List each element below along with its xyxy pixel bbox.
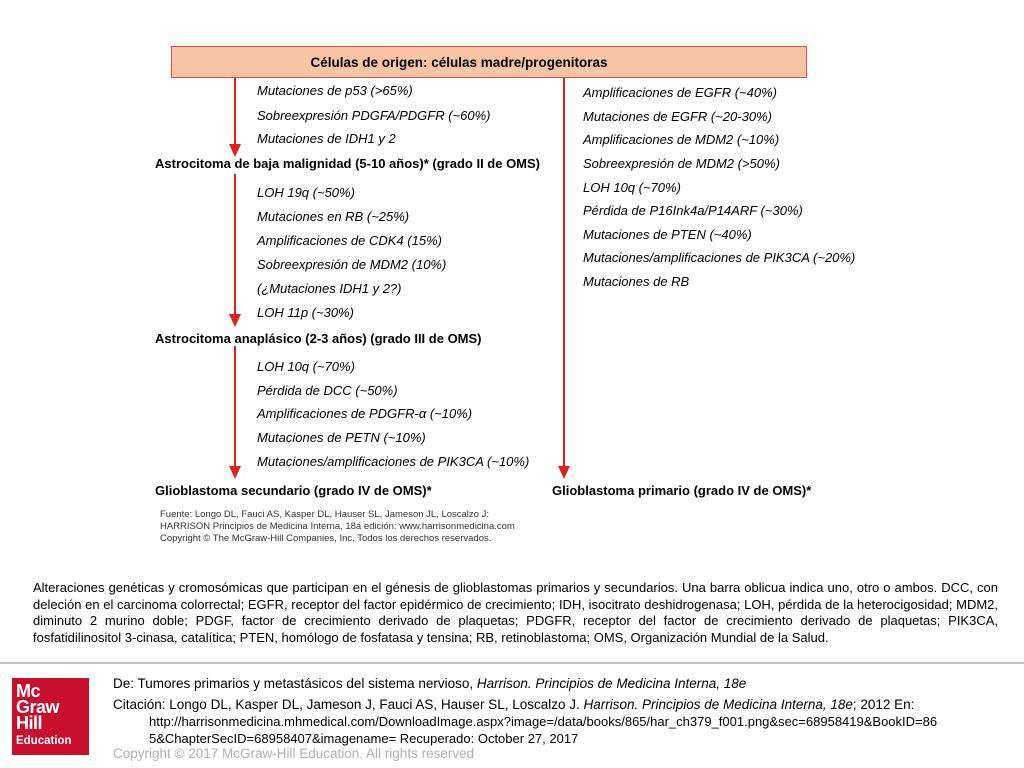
left-alteration: Sobreexpresión PDGFA/PDGFR (~60%) [257, 108, 491, 123]
right-alteration: Mutaciones de RB [583, 274, 690, 289]
citation-suffix: ; 2012 En: [852, 697, 915, 712]
from-prefix: De: Tumores primarios y metastásicos del sistema nervioso, [113, 676, 477, 691]
stage-primary-glioblastoma: Glioblastoma primario (grado IV de OMS)* [552, 483, 812, 498]
stage-secondary-glioblastoma: Glioblastoma secundario (grado IV de OMS)* [155, 483, 432, 498]
figure-source-line: Fuente: Longo DL, Fauci AS, Kasper DL, Hauser SL, Jameson JL, Loscalzo J: [160, 509, 489, 520]
right-alteration: LOH 10q (~70%) [583, 180, 681, 195]
footer-divider [0, 662, 1024, 664]
left-alteration: (¿Mutaciones IDH1 y 2?) [257, 281, 402, 296]
left-alteration: Mutaciones de IDH1 y 2 [257, 131, 396, 146]
left-arrow-3-head [229, 466, 241, 479]
left-alteration: Amplificaciones de CDK4 (15%) [257, 233, 442, 248]
origin-cells-header-text: Células de origen: células madre/progenitoras [310, 54, 608, 70]
citation-url-line-1[interactable]: http://harrisonmedicina.mhmedical.com/DownloadImage.aspx?image=/data/books/865/har_ch379_f001.png&sec=68958419&BookID=86 [149, 714, 938, 729]
left-arrow-1-line [234, 78, 236, 146]
logo-line: Mc [16, 681, 41, 701]
mcgraw-hill-logo [12, 678, 89, 755]
stage-low-grade-astrocytoma: Astrocitoma de baja malignidad (5-10 años)* (grado II de OMS) [155, 156, 541, 171]
left-alteration: LOH 19q (~50%) [257, 185, 355, 200]
copyright-notice: Copyright © 2017 McGraw-Hill Education. All rights reserved [113, 746, 475, 761]
origin-cells-header [171, 46, 807, 78]
citation-line [113, 697, 914, 712]
logo-line: Hill [16, 713, 43, 733]
citation-url-line-2[interactable]: 5&ChapterSecID=68958407&imagename= Recuperado: October 27, 2017 [149, 731, 579, 746]
left-arrow-2-head [229, 314, 241, 327]
left-alteration: Amplificaciones de PDGFR-α (~10%) [257, 406, 473, 421]
figure-source-line: HARRISON Principios de Medicina Interna, 18a edición: www.harrisonmedicina.com [160, 521, 515, 532]
left-alteration: LOH 10q (~70%) [257, 359, 355, 374]
stage-anaplastic-astrocytoma: Astrocitoma anaplásico (2-3 años) (grado III de OMS) [155, 331, 482, 346]
from-line [113, 676, 746, 691]
right-alteration: Sobreexpresión de MDM2 (>50%) [583, 156, 780, 171]
right-arrow-head [558, 466, 570, 479]
left-alteration: Mutaciones en RB (~25%) [257, 209, 410, 224]
left-arrow-2-line [234, 174, 236, 316]
citation-book: Harrison. Principios de Medicina Interna, 18e [583, 697, 853, 712]
left-alteration: Mutaciones de p53 (>65%) [257, 83, 413, 98]
left-alteration: Mutaciones de PETN (~10%) [257, 430, 426, 445]
right-alteration: Pérdida de P16Ink4a/P14ARF (~30%) [583, 203, 803, 218]
left-arrow-3-line [234, 346, 236, 468]
left-alteration: Pérdida de DCC (~50%) [257, 383, 398, 398]
figure-source-line: Copyright © The McGraw-Hill Companies, Inc. Todos los derechos reservados. [160, 533, 492, 544]
right-alteration: Mutaciones de EGFR (~20-30%) [583, 109, 772, 124]
logo-line: Graw [16, 697, 60, 717]
right-alteration: Amplificaciones de EGFR (~40%) [583, 85, 777, 100]
right-alteration: Mutaciones de PTEN (~40%) [583, 227, 752, 242]
left-alteration: LOH 11p (~30%) [257, 305, 354, 320]
right-alteration: Mutaciones/amplificaciones de PIK3CA (~20%) [583, 250, 856, 265]
figure-caption: Alteraciones genéticas y cromosómicas que participan en el génesis de glioblastomas primarios y secundarios. Una barra oblicua indica uno, otro o ambos. DCC, con deleción en el carcinoma colorrectal; EGFR, receptor del factor epidérmico de crecimiento; IDH, isocitrato deshidrogenasa; LOH, pérdida de la heterocigosidad; MDM2, diminuto 2 murino doble; PDGF, factor de crecimiento derivado de plaquetas; PDGFR, receptor del factor de crecimiento derivado de plaquetas; PIK3CA, fosfatidilinositol 3-cinasa, catalítica; PTEN, homólogo de fosfatasa y tensina; RB, retinoblastoma; OMS, Organización Mundial de la Salud. [33, 580, 998, 646]
right-alteration: Amplificaciones de MDM2 (~10%) [583, 132, 780, 147]
logo-line: Education [16, 735, 72, 747]
right-arrow-line [563, 78, 565, 468]
from-book: Harrison. Principios de Medicina Interna, 18e [476, 676, 747, 691]
citation-prefix: Citación: Longo DL, Kasper DL, Jameson J, Fauci AS, Hauser SL, Loscalzo J. [113, 697, 584, 712]
left-alteration: Mutaciones/amplificaciones de PIK3CA (~10%) [257, 454, 530, 469]
left-alteration: Sobreexpresión de MDM2 (10%) [257, 257, 447, 272]
